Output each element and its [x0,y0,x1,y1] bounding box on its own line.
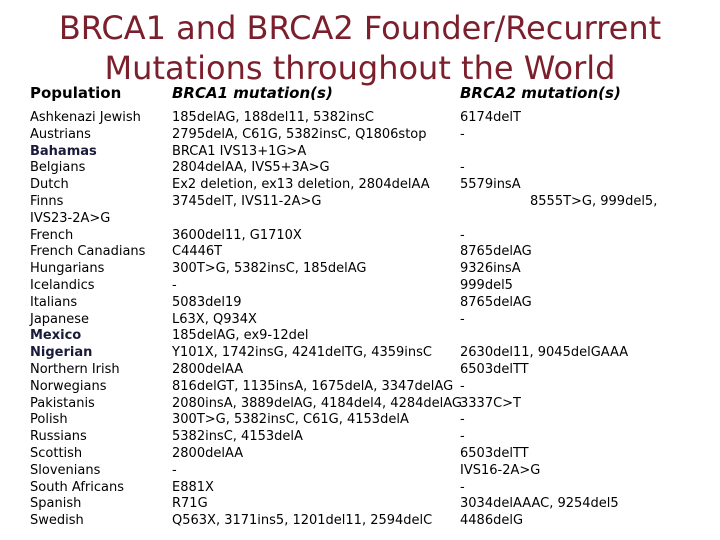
population-cell: Swedish [30,513,84,529]
brca2-cell: 8765delAG [460,294,532,310]
population-cell: Russians [30,429,87,445]
brca1-cell: 816delGT, 1135insA, 1675delA, 3347delAG [172,378,454,394]
population-cell: Spanish [30,496,82,512]
brca2-cell: 999del5 [460,277,513,293]
population-column [30,110,145,530]
brca1-cell: 185delAG, ex9-12del [172,328,309,344]
brca2-cell: - [460,429,465,445]
population-cell: Japanese [30,311,90,327]
population-cell: IVS23-2A>G [30,210,111,226]
brca2-cell: 6503delTT [460,445,529,461]
brca2-cell: 8765delAG [460,244,532,260]
population-cell: South Africans [30,479,125,495]
brca2-cell: - [460,126,465,142]
population-header: Population [30,84,122,102]
brca1-cell: R71G [172,496,208,512]
brca2-cell: - [460,378,465,394]
population-cell: Finns [30,193,64,209]
slide-title [0,8,720,88]
brca2-cell [460,328,628,345]
brca1-cell: 2800delAA [172,361,244,377]
brca2-cell: - [460,412,465,428]
title-line-1: BRCA1 and BRCA2 Founder/Recurrent [58,9,662,47]
brca2-column [460,110,628,530]
brca2-cell: 6174delT [460,110,521,125]
brca2-cell: - [460,311,465,327]
population-cell: Polish [30,412,68,428]
population-cell: Northern Irish [30,361,120,377]
brca2-cell: - [460,227,465,243]
population-cell: Mexico [30,328,82,344]
brca1-cell [172,211,462,228]
brca1-cell: Y101X, 1742insG, 4241delTG, 4359insC [172,345,432,361]
brca1-header: BRCA1 mutation(s) [172,84,333,102]
brca1-cell: BRCA1 IVS13+1G>A [172,143,307,159]
brca1-cell: 185delAG, 188del11, 5382insC [172,110,374,125]
brca2-cell: 2630del11, 9045delGAAA [460,345,629,361]
population-cell: Hungarians [30,261,105,277]
brca1-cell: 2080insA, 3889delAG, 4184del4, 4284delAG [172,395,462,411]
brca1-cell: 5083del19 [172,294,242,310]
population-cell: Icelandics [30,277,95,293]
population-cell: Ashkenazi Jewish [30,110,141,125]
population-cell: French Canadians [30,244,146,260]
brca2-cell: 4486delG [460,513,524,529]
brca1-cell: C4446T [172,244,223,260]
brca1-cell: 5382insC, 4153delA [172,429,303,445]
brca2-cell: 9326insA [460,261,521,277]
brca1-cell: 3600del11, G1710X [172,227,302,243]
population-cell: Norwegians [30,378,107,394]
population-cell: Nigerian [30,345,93,361]
brca1-cell: 300T>G, 5382insC, 185delAG [172,261,367,277]
title-line-2: Mutations throughout the World [104,49,616,87]
population-cell: Austrians [30,126,91,142]
brca1-cell: 3745delT, IVS11-2A>G [172,193,322,209]
brca1-cell: E881X [172,479,214,495]
brca2-cell: IVS16-2A>G [460,462,541,478]
brca1-cell: 2804delAA, IVS5+3A>G [172,160,330,176]
brca2-cell [460,144,628,161]
brca2-header: BRCA2 mutation(s) [460,84,621,102]
brca2-cell: 3034delAAAC, 9254del5 [460,496,619,512]
brca2-cell: - [460,479,465,495]
population-cell: Dutch [30,177,69,193]
brca2-cell: 6503delTT [460,361,529,377]
brca1-cell: - [172,462,177,478]
population-cell: Pakistanis [30,395,95,411]
brca2-cell: 3337C>T [460,395,521,411]
brca2-cell: 5579insA [460,177,521,193]
brca2-cell: - [460,160,465,176]
brca2-cell [460,211,628,228]
brca1-cell: Q563X, 3171ins5, 1201del11, 2594delC [172,513,433,529]
population-cell: Bahamas [30,143,97,159]
finns-brca2-extra: 8555T>G, 999del5, [530,194,658,209]
population-cell: Italians [30,294,78,310]
brca1-cell: - [172,277,177,293]
brca1-cell: 2795delA, C61G, 5382insC, Q1806stop [172,126,427,142]
brca1-column [172,110,462,530]
brca1-cell: Ex2 deletion, ex13 deletion, 2804delAA [172,177,430,193]
population-cell: Belgians [30,160,86,176]
brca1-cell: L63X, Q934X [172,311,257,327]
brca1-cell: 2800delAA [172,445,244,461]
population-cell: French [30,227,74,243]
brca1-cell: 300T>G, 5382insC, C61G, 4153delA [172,412,409,428]
population-cell: Scottish [30,445,83,461]
population-cell: Slovenians [30,462,101,478]
